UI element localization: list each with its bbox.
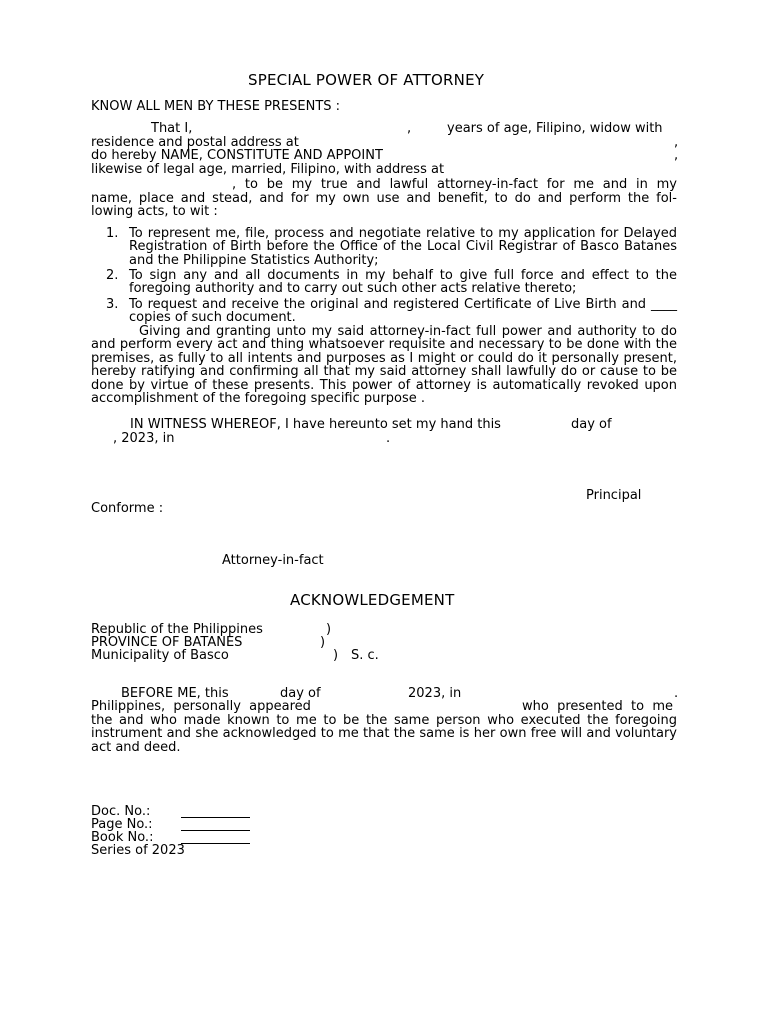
day-of-text: day of [571,417,612,432]
list-item [91,227,677,267]
acknowledgement-paragraph: the and who made known to me to be the same person who executed the foregoing instrument and she acknowledged to me that the same is her own free will and voluntary act and deed. [91,713,677,755]
granting-paragraph: Giving and granting unto my said attorney-in-fact full power and authority to do and perform every act and thing whatsoever requisite and necessary to be done with the premises, as fully to all intents and purposes as I might or could do it personally present, hereby ratifying and confirming all that my said attorney shall lawfully do or cause to be done by virtue of these presents. This power of attorney is automatically revoked upon accomplishment of the foregoing specific purpose . [91,324,677,407]
before-me-text: BEFORE ME, this [121,686,229,701]
likewise-text: likewise of legal age, married, Filipino, with address at [91,162,445,177]
venue-line: PROVINCE OF BATANES [91,635,243,650]
list-number: 3. [106,297,119,312]
year-in-text: , 2023, in [113,431,175,446]
book-no-label: Book No.: [91,830,154,845]
doc-no-line [181,804,250,818]
page-no-line [181,817,250,831]
list-text: To request and receive the original and registered Certificate of Live Birth and ____ copies of such document. [129,297,677,326]
list-number: 2. [106,268,119,283]
comma-text: , [407,121,412,136]
venue-paren: ) [333,648,339,663]
conforme-label: Conforme : [91,501,164,516]
venue-suffix: S. c. [351,648,379,663]
year-in-text: 2023, in [408,686,462,701]
list-item [91,269,677,296]
period-text: . [674,686,679,701]
attorney-line-text: , to be my true and lawful attorney-in-fact for me and in my [232,177,677,192]
principal-label: Principal [586,488,642,503]
opening-line: KNOW ALL MEN BY THESE PRESENTS : [91,99,341,114]
philippines-appeared-text: Philippines, personally appeared [91,699,311,714]
appoint-text: do hereby NAME, CONSTITUTE AND APPOINT [91,148,383,163]
doc-no-label: Doc. No.: [91,804,151,819]
years-text: years of age, Filipino, widow with [447,121,663,136]
comma-text: , [674,148,679,163]
that-i-text: That I, [151,121,193,136]
attorney-in-fact-label: Attorney-in-fact [222,553,324,568]
document-title: SPECIAL POWER OF ATTORNEY [248,71,485,89]
venue-paren: ) [320,635,326,650]
book-no-line [181,830,250,844]
list-text: To represent me, file, process and negotiate relative to my application for Delayed Registration of Birth before the Office of the Local Civil Registrar of Basco Batanes and the Philippine Statistics Authority; [129,226,677,268]
page-no-label: Page No.: [91,817,153,832]
list-text: To sign any and all documents in my behalf to give full force and effect to the foregoing authority and to carry out such other acts relative thereto; [129,268,677,297]
who-presented-text: who presented to me [522,699,673,714]
series-text: Series of 2023 [91,843,185,858]
name-place-text: name, place and stead, and for my own use and benefit, to do and perform the fol- [91,191,677,206]
comma-text: , [674,135,679,150]
lowing-acts-text: lowing acts, to wit : [91,204,218,219]
venue-paren: ) [326,622,332,637]
day-of-text: day of [280,686,321,701]
venue-line: Municipality of Basco [91,648,229,663]
period-text: . [386,431,391,446]
residence-text: residence and postal address at [91,135,299,150]
witness-text: IN WITNESS WHEREOF, I have hereunto set my hand this [130,417,501,432]
acknowledgement-title: ACKNOWLEDGEMENT [290,591,455,609]
list-number: 1. [106,226,119,241]
venue-line: Republic of the Philippines [91,622,263,637]
list-item [91,298,677,325]
